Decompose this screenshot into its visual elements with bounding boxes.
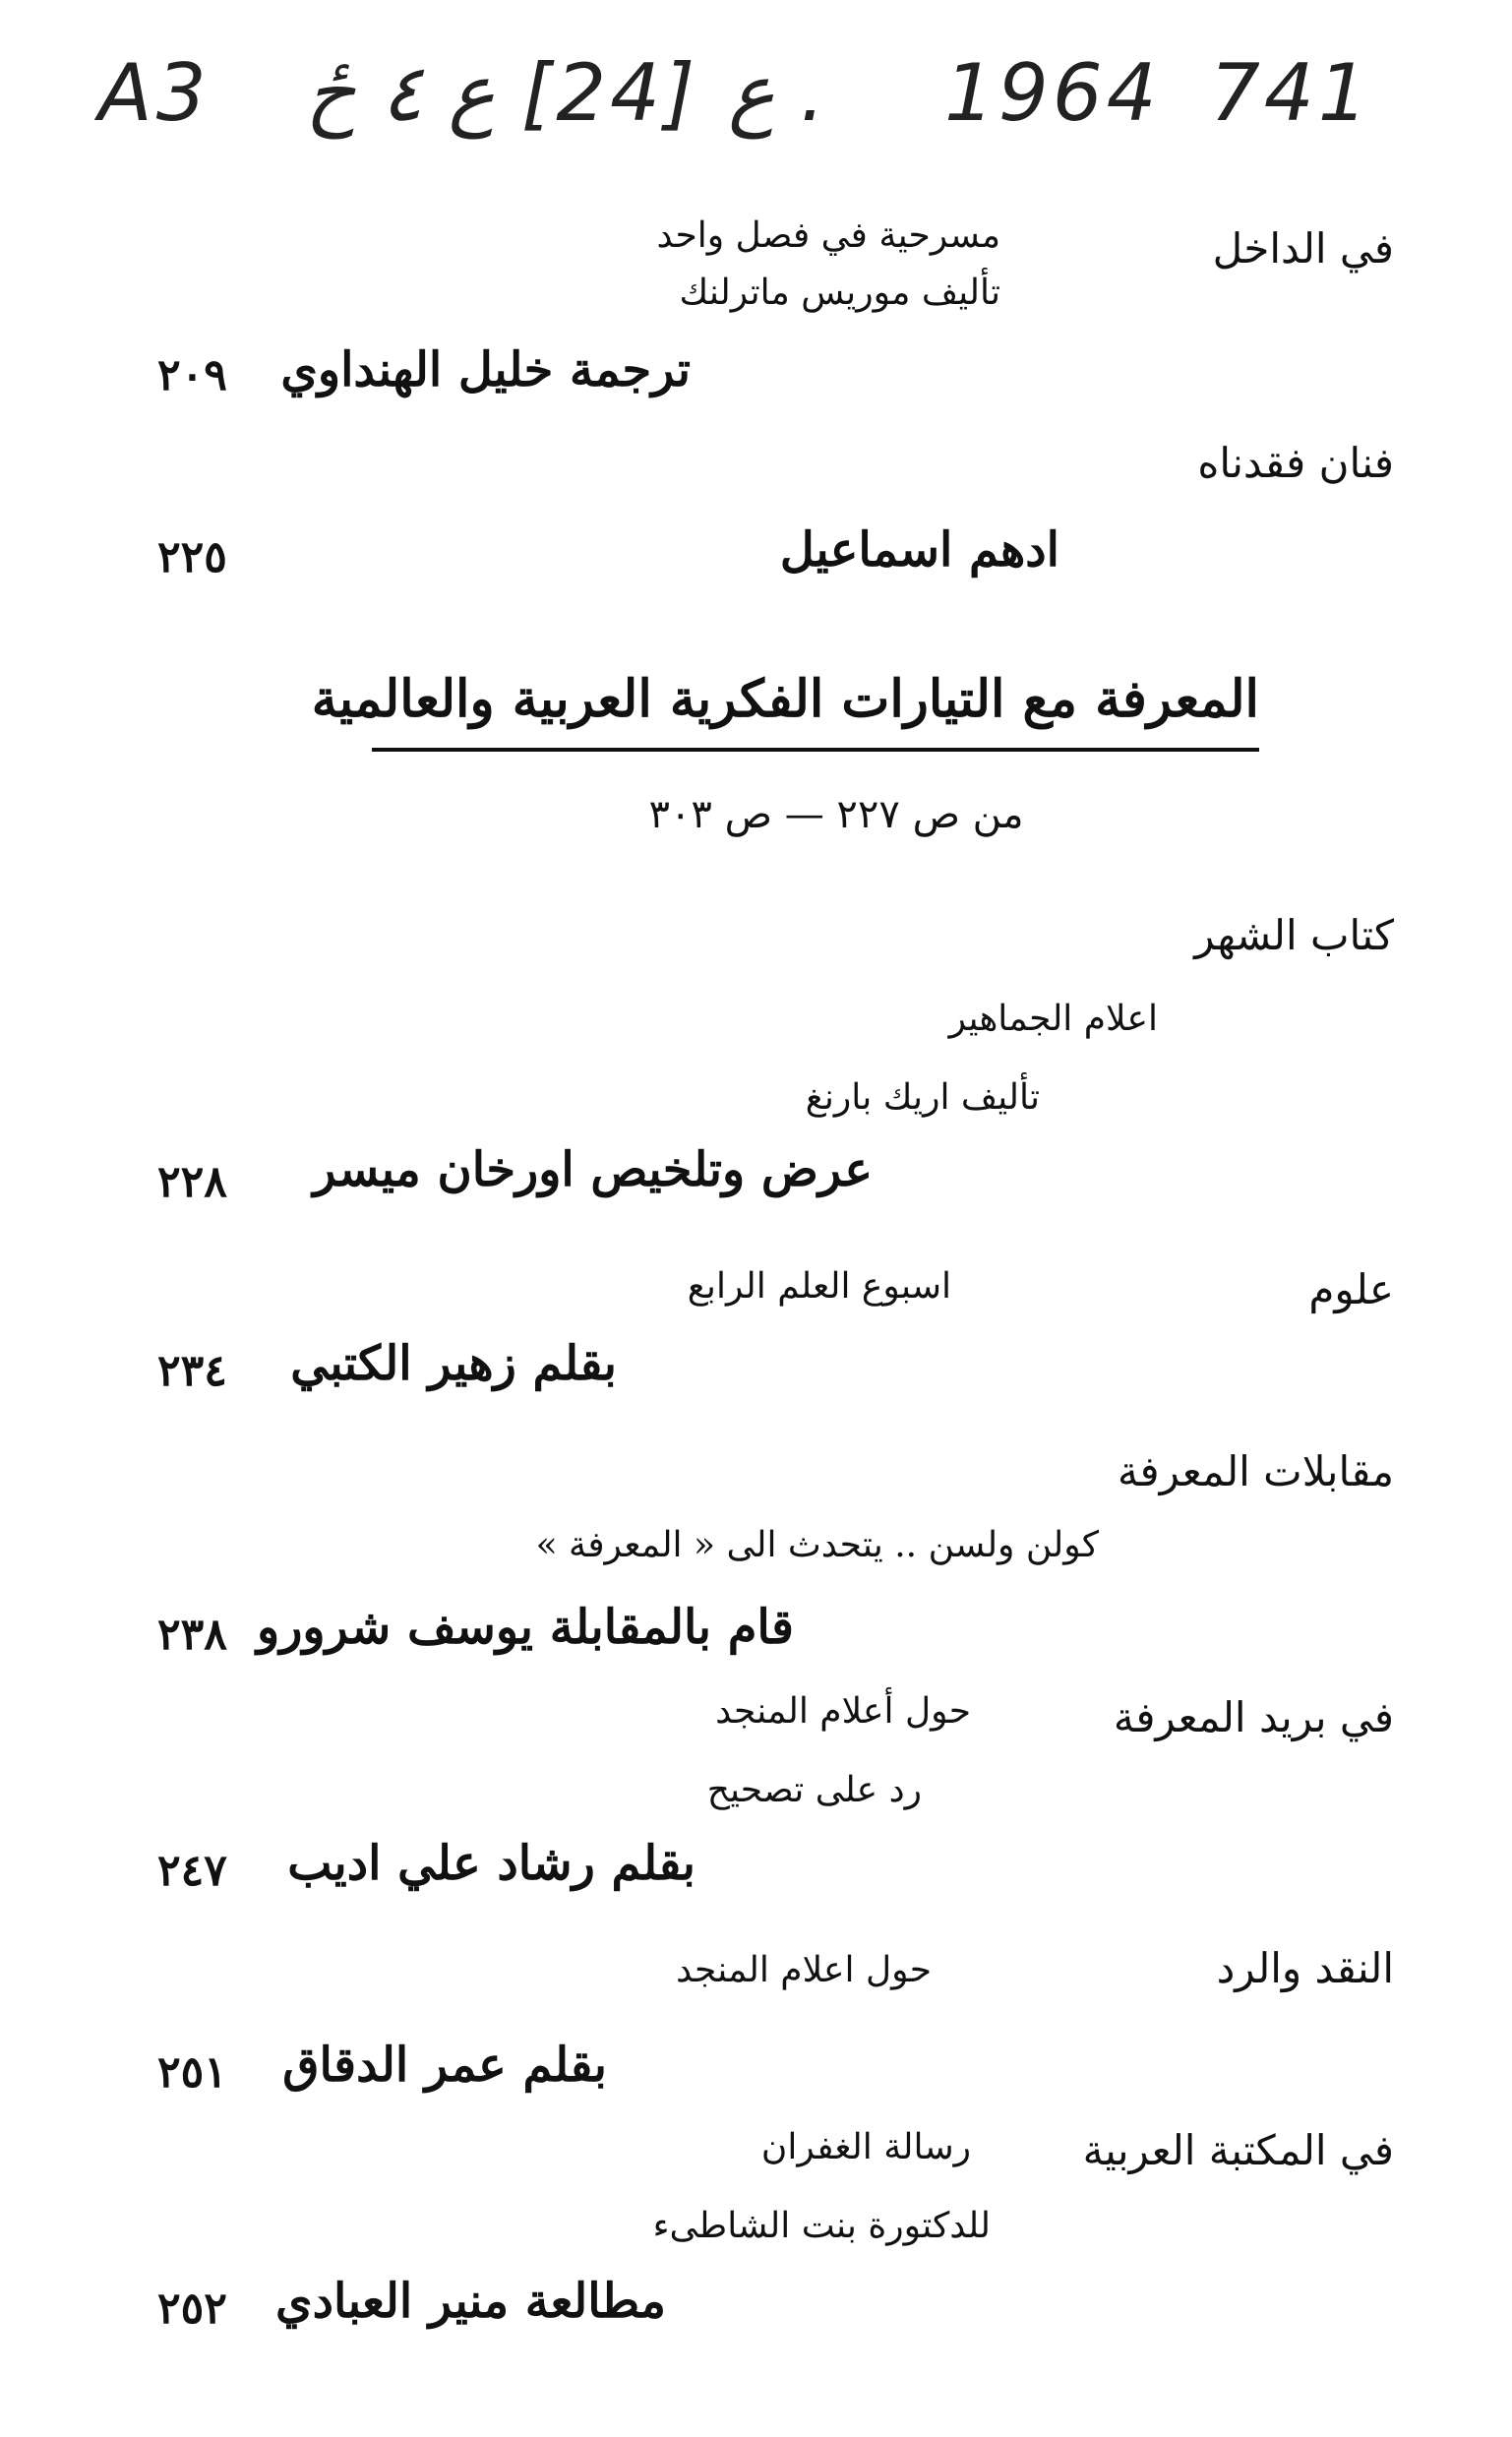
section-divider <box>372 748 1259 752</box>
entry-author: ادهم اسماعيل <box>779 522 1059 578</box>
entry-author: مطالعة منير العبادي <box>275 2274 666 2329</box>
entry-page-number: ٢٢٨ <box>157 1157 227 1207</box>
entry-category: مقابلات المعرفة <box>1118 1447 1394 1495</box>
entry-author: بقلم رشاد علي اديب <box>287 1836 696 1891</box>
note-part: 1964 <box>944 47 1161 139</box>
handwritten-note <box>98 47 1377 162</box>
entry-author: ترجمة خليل الهنداوي <box>280 342 691 397</box>
entry-author: قام بالمقابلة يوسف شرورو <box>257 1600 794 1655</box>
section-page-range: من ص ٢٢٧ — ص ٣٠٣ <box>648 792 1024 837</box>
note-part: A3 <box>98 47 211 139</box>
entry-page-number: ٢٣٨ <box>157 1610 227 1660</box>
entry-subtitle: حول اعلام المنجد <box>676 1950 932 1990</box>
note-part: 741 <box>1210 47 1372 139</box>
entry-subtitle: رد على تصحيح <box>706 1770 922 1810</box>
entry-category: في بريد المعرفة <box>1113 1693 1394 1741</box>
note-part: [24] <box>521 47 699 139</box>
entry-page-number: ٢٣٤ <box>157 1346 227 1396</box>
entry-page-number: ٢٥١ <box>157 2047 227 2098</box>
entry-subtitle: مسرحية في فصل واحد <box>656 215 1000 256</box>
entry-subtitle: كولن ولسن .. يتحدث الى « المعرفة » <box>535 1525 1099 1565</box>
note-part: ع . <box>728 47 825 139</box>
entry-subtitle: تأليف موريس ماترلنك <box>679 273 1000 313</box>
entry-category: علوم <box>1308 1265 1394 1313</box>
entry-subtitle: اسبوع العلم الرابع <box>687 1266 951 1307</box>
entry-author: بقلم عمر الدقاق <box>282 2038 607 2093</box>
entry-page-number: ٢٠٩ <box>157 350 227 400</box>
entry-page-number: ٢٥٢ <box>157 2284 227 2334</box>
entry-subtitle: للدكتورة بنت الشاطىء <box>652 2206 991 2246</box>
entry-author: بقلم زهير الكتبي <box>290 1336 617 1391</box>
entry-category: في الداخل <box>1212 224 1394 273</box>
entry-author: عرض وتلخيص اورخان ميسر <box>313 1142 873 1197</box>
entry-category: في المكتبة العربية <box>1082 2126 1394 2174</box>
entry-category: كتاب الشهر <box>1194 911 1394 959</box>
entry-subtitle: تأليف اريك بارنغ <box>805 1077 1040 1118</box>
section-title: المعرفة مع التيارات الفكرية العربية والعالمية <box>311 669 1259 729</box>
entry-page-number: ٢٤٧ <box>157 1846 227 1896</box>
entry-subtitle: رسالة الغفران <box>760 2127 971 2167</box>
entry-page-number: ٢٢٥ <box>157 532 227 582</box>
entry-subtitle: اعلام الجماهير <box>948 999 1158 1039</box>
entry-category: النقد والرد <box>1216 1944 1394 1992</box>
entry-subtitle: حول أعلام المنجد <box>715 1691 971 1732</box>
note-part: ع ٤ ځ <box>305 47 496 139</box>
entry-category: فنان فقدناه <box>1197 439 1394 487</box>
